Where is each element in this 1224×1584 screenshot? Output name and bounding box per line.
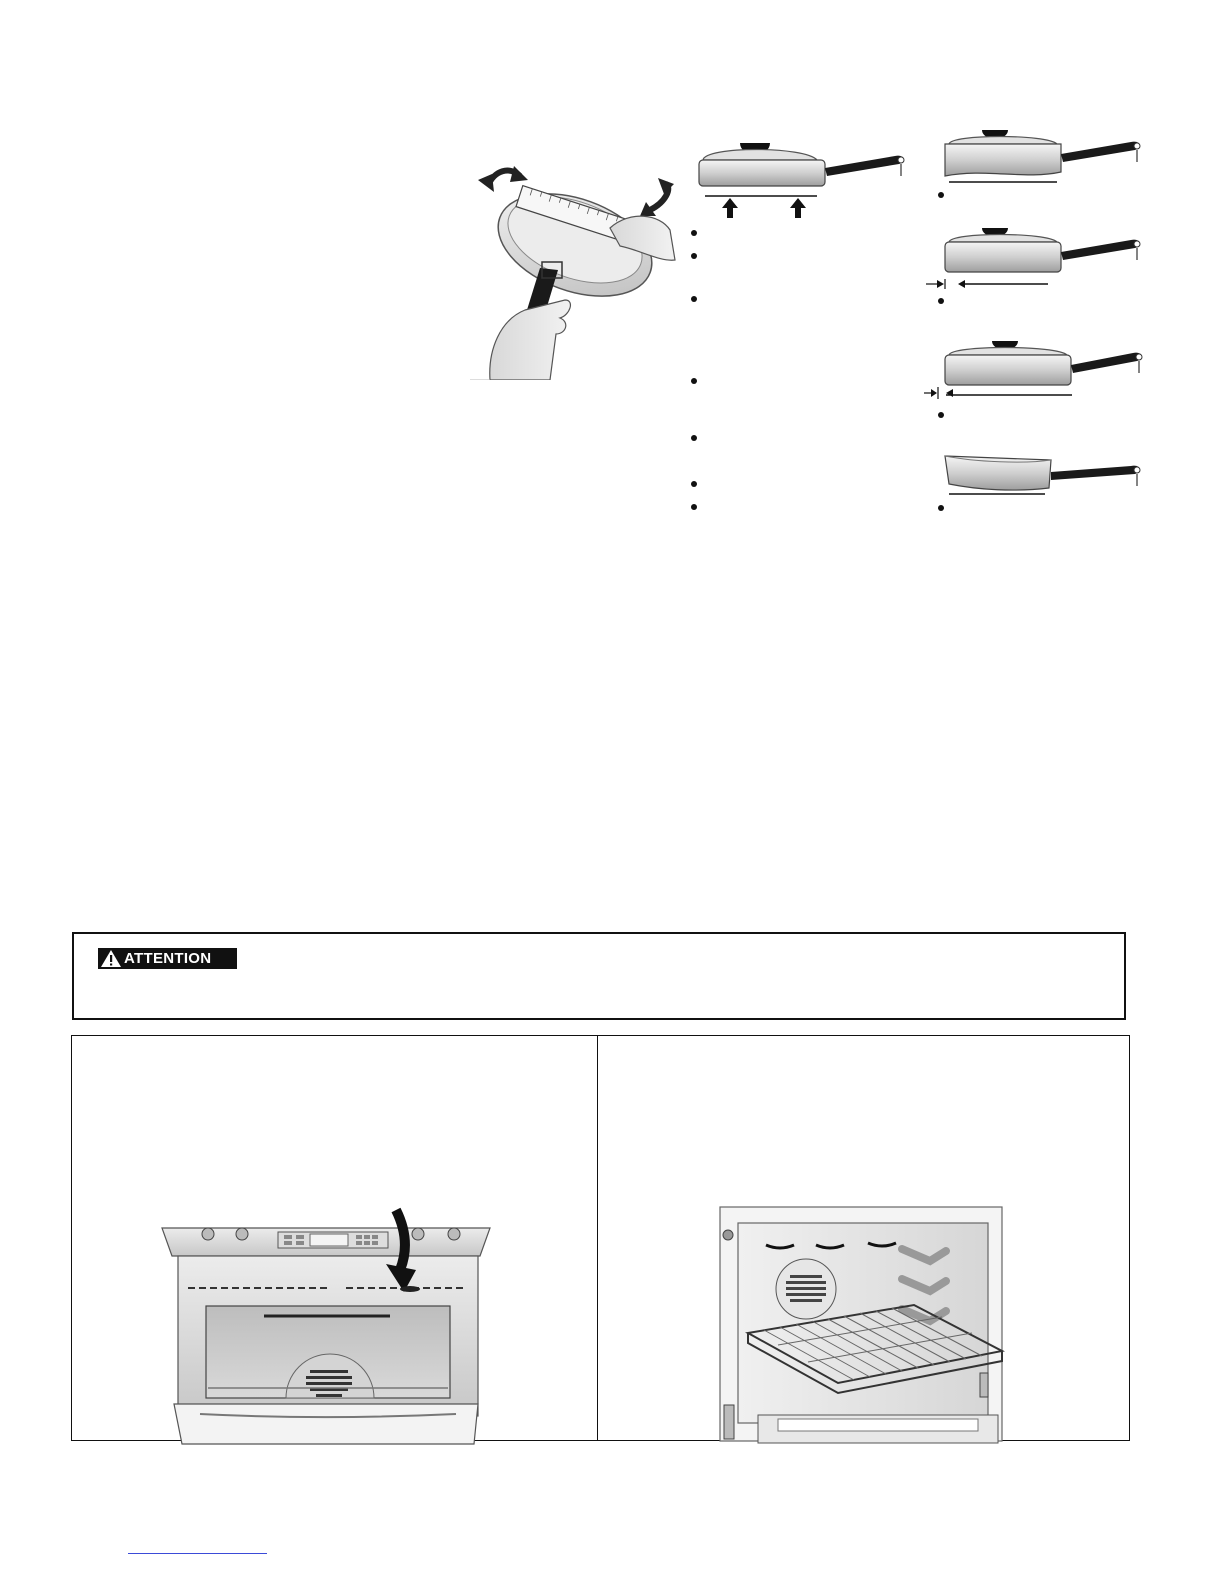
attention-label: ATTENTION: [124, 950, 212, 967]
hand-ruler-figure: [470, 150, 680, 380]
list-bullet: [691, 504, 697, 510]
attention-notice-box: [72, 932, 1126, 1020]
small-overhang-pan-figure: [920, 222, 1150, 297]
list-bullet: [691, 230, 697, 236]
list-bullet: [938, 192, 944, 198]
list-bullet: [938, 505, 944, 511]
warped-pan-figure: [935, 124, 1150, 194]
list-bullet: [691, 253, 697, 259]
list-bullet: [691, 481, 697, 487]
large-overhang-pan-figure: [922, 335, 1152, 407]
flat-pan-figure: [695, 130, 915, 220]
oven-front-figure: [160, 1200, 500, 1450]
footer-link-underline[interactable]: [128, 1553, 267, 1554]
list-bullet: [938, 412, 944, 418]
up-arrow-icon: [722, 198, 738, 218]
list-bullet: [691, 435, 697, 441]
uncovered-pan-figure: [935, 448, 1150, 503]
up-arrow-icon: [790, 198, 806, 218]
list-bullet: [691, 296, 697, 302]
warning-triangle-icon: [98, 948, 124, 969]
oven-rack-figure: [718, 1205, 1013, 1445]
attention-badge: [98, 948, 237, 969]
list-bullet: [691, 378, 697, 384]
list-bullet: [938, 298, 944, 304]
